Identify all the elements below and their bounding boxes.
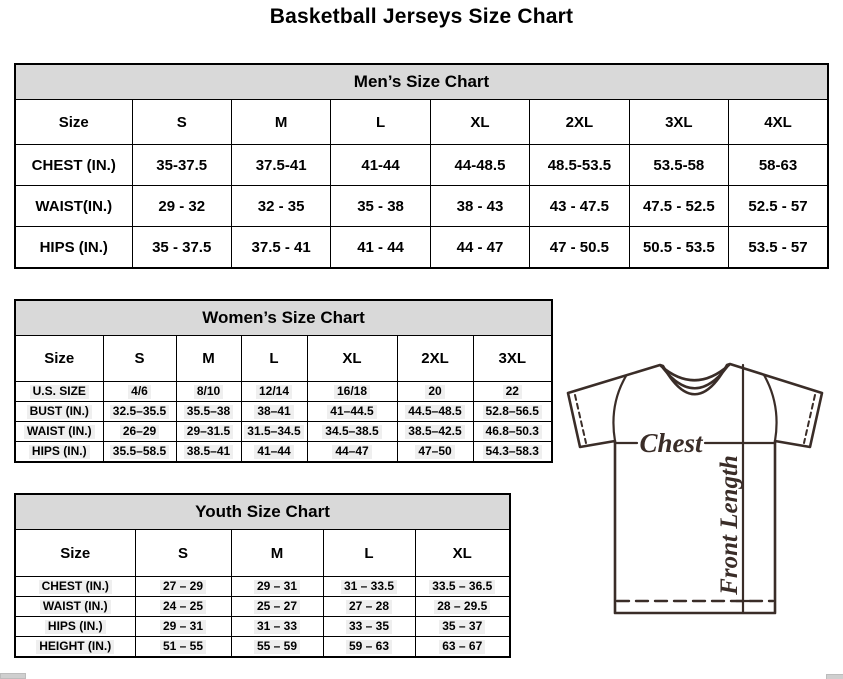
row-label: U.S. SIZE	[15, 382, 103, 402]
table-cell: 37.5-41	[231, 145, 330, 186]
table-cell: 47.5 - 52.5	[629, 186, 728, 227]
row-label: HIPS (IN.)	[15, 227, 132, 269]
page-title: Basketball Jerseys Size Chart	[269, 5, 574, 28]
table-band-row	[15, 300, 552, 336]
front-length-label: Front Length	[716, 455, 743, 595]
womens-chart-title: Women’s Size Chart	[15, 300, 552, 336]
table-cell: 38–41	[241, 402, 307, 422]
table-cell: 29–31.5	[176, 422, 241, 442]
column-header: L	[331, 100, 430, 145]
table-cell: 35 – 37	[415, 617, 510, 637]
table-cell: 37.5 - 41	[231, 227, 330, 269]
armhole-seam	[613, 376, 626, 441]
row-label: WAIST (IN.)	[15, 597, 135, 617]
table-cell: 53.5-58	[629, 145, 728, 186]
table-row	[15, 227, 828, 269]
youth-chart-title: Youth Size Chart	[15, 494, 510, 530]
table-cell: 4/6	[103, 382, 176, 402]
table-cell: 44–47	[307, 442, 397, 463]
table-cell: 41-44	[331, 145, 430, 186]
table-row	[15, 402, 552, 422]
column-header: Size	[15, 336, 103, 382]
table-cell: 35.5–38	[176, 402, 241, 422]
row-label: HIPS (IN.)	[15, 442, 103, 463]
column-header: 4XL	[729, 100, 828, 145]
table-cell: 63 – 67	[415, 637, 510, 658]
table-cell: 43 - 47.5	[530, 186, 629, 227]
table-cell: 47 - 50.5	[530, 227, 629, 269]
row-label: CHEST (IN.)	[15, 145, 132, 186]
column-header: M	[231, 100, 330, 145]
table-cell: 29 – 31	[231, 577, 323, 597]
row-label: WAIST(IN.)	[15, 186, 132, 227]
row-label: HIPS (IN.)	[15, 617, 135, 637]
table-cell: 29 - 32	[132, 186, 231, 227]
table-cell: 51 – 55	[135, 637, 231, 658]
table-cell: 33.5 – 36.5	[415, 577, 510, 597]
column-header: L	[323, 530, 415, 577]
table-cell: 52.8–56.5	[473, 402, 552, 422]
table-cell: 38.5–42.5	[397, 422, 473, 442]
column-header: 2XL	[397, 336, 473, 382]
column-header: Size	[15, 100, 132, 145]
table-cell: 33 – 35	[323, 617, 415, 637]
table-band-row	[15, 494, 510, 530]
table-cell: 38.5–41	[176, 442, 241, 463]
table-row	[15, 186, 828, 227]
column-header: XL	[307, 336, 397, 382]
table-cell: 54.3–58.3	[473, 442, 552, 463]
jersey-measurement-diagram	[553, 353, 841, 633]
column-header: Size	[15, 530, 135, 577]
table-cell: 34.5–38.5	[307, 422, 397, 442]
column-header: S	[132, 100, 231, 145]
table-cell: 46.8–50.3	[473, 422, 552, 442]
row-label: HEIGHT (IN.)	[15, 637, 135, 658]
column-header: XL	[415, 530, 510, 577]
table-row	[15, 637, 510, 658]
column-header: 3XL	[629, 100, 728, 145]
table-cell: 47–50	[397, 442, 473, 463]
table-row	[15, 422, 552, 442]
table-cell: 58-63	[729, 145, 828, 186]
column-header: M	[231, 530, 323, 577]
row-label: CHEST (IN.)	[15, 577, 135, 597]
table-cell: 31 – 33.5	[323, 577, 415, 597]
table-cell: 20	[397, 382, 473, 402]
column-header: S	[135, 530, 231, 577]
column-header: 2XL	[530, 100, 629, 145]
table-row	[15, 382, 552, 402]
table-cell: 24 – 25	[135, 597, 231, 617]
table-cell: 31 – 33	[231, 617, 323, 637]
table-cell: 22	[473, 382, 552, 402]
table-cell: 32 - 35	[231, 186, 330, 227]
table-header-row	[15, 100, 828, 145]
table-cell: 28 – 29.5	[415, 597, 510, 617]
table-cell: 25 – 27	[231, 597, 323, 617]
column-header: L	[241, 336, 307, 382]
table-cell: 53.5 - 57	[729, 227, 828, 269]
column-header: 3XL	[473, 336, 552, 382]
table-cell: 27 – 29	[135, 577, 231, 597]
table-cell: 16/18	[307, 382, 397, 402]
womens-size-chart-table	[14, 299, 553, 463]
mens-size-chart-table	[14, 63, 829, 269]
table-cell: 44 - 47	[430, 227, 529, 269]
table-cell: 35 - 38	[331, 186, 430, 227]
table-cell: 35 - 37.5	[132, 227, 231, 269]
table-band-row	[15, 64, 828, 100]
column-header: XL	[430, 100, 529, 145]
table-cell: 50.5 - 53.5	[629, 227, 728, 269]
horizontal-scrollbar-fragment[interactable]	[0, 673, 26, 679]
table-cell: 52.5 - 57	[729, 186, 828, 227]
table-cell: 8/10	[176, 382, 241, 402]
table-cell: 41 - 44	[331, 227, 430, 269]
mens-chart-title: Men’s Size Chart	[15, 64, 828, 100]
table-cell: 32.5–35.5	[103, 402, 176, 422]
table-cell: 59 – 63	[323, 637, 415, 658]
table-cell: 41–44.5	[307, 402, 397, 422]
chest-label: Chest	[639, 428, 703, 458]
row-label: WAIST (IN.)	[15, 422, 103, 442]
table-cell: 35-37.5	[132, 145, 231, 186]
table-cell: 12/14	[241, 382, 307, 402]
column-header: S	[103, 336, 176, 382]
table-cell: 48.5-53.5	[530, 145, 629, 186]
table-cell: 31.5–34.5	[241, 422, 307, 442]
table-cell: 35.5–58.5	[103, 442, 176, 463]
collar-arc	[663, 367, 727, 388]
horizontal-scrollbar-fragment[interactable]	[826, 674, 843, 679]
jersey-outline	[568, 364, 822, 613]
table-cell: 55 – 59	[231, 637, 323, 658]
table-cell: 38 - 43	[430, 186, 529, 227]
armhole-seam	[764, 375, 777, 441]
table-cell: 27 – 28	[323, 597, 415, 617]
table-row	[15, 617, 510, 637]
table-cell: 44.5–48.5	[397, 402, 473, 422]
table-cell: 44-48.5	[430, 145, 529, 186]
table-cell: 41–44	[241, 442, 307, 463]
table-header-row	[15, 530, 510, 577]
table-row	[15, 597, 510, 617]
column-header: M	[176, 336, 241, 382]
table-row	[15, 145, 828, 186]
youth-size-chart-table	[14, 493, 511, 658]
table-cell: 26–29	[103, 422, 176, 442]
table-row	[15, 577, 510, 597]
table-cell: 29 – 31	[135, 617, 231, 637]
table-header-row	[15, 336, 552, 382]
table-row	[15, 442, 552, 463]
row-label: BUST (IN.)	[15, 402, 103, 422]
